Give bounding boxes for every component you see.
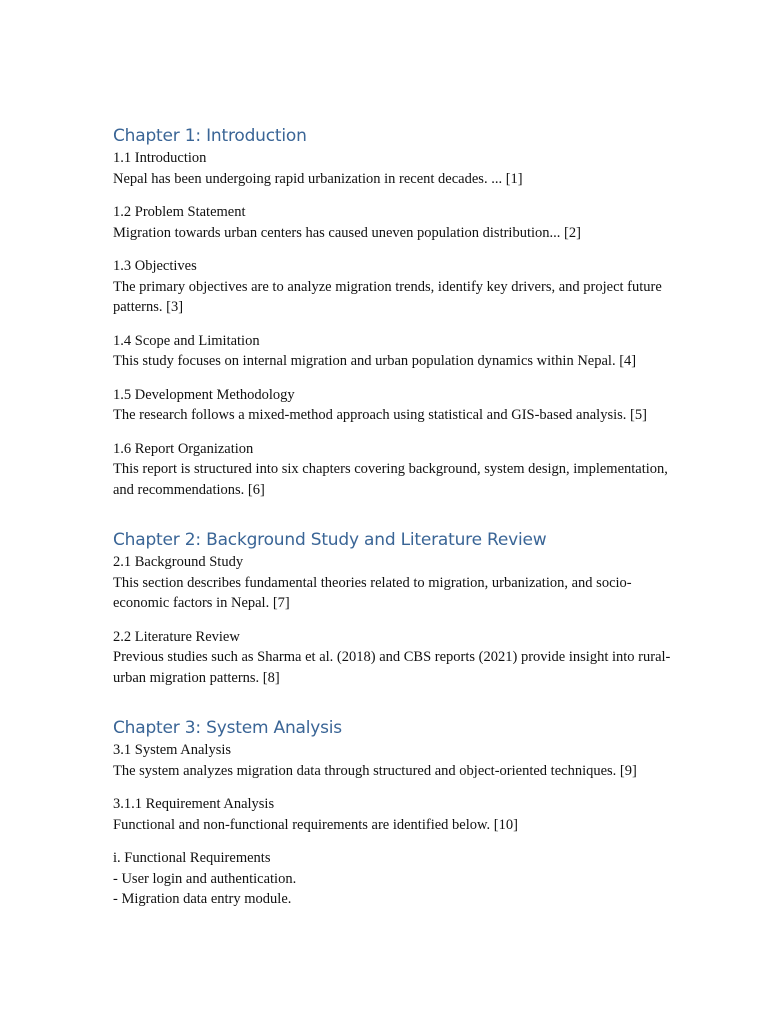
section-1-6: [113, 439, 673, 501]
section-1-5: [113, 385, 673, 426]
section-heading: 3.1 System Analysis: [113, 742, 232, 758]
section-3-1-1: [113, 794, 673, 835]
section-2-2: [113, 627, 673, 689]
section-body: Nepal has been undergoing rapid urbanization in recent decades. ... [1]: [113, 170, 523, 187]
section-heading: 1.6 Report Organization: [113, 440, 254, 457]
section-body: This section describes fundamental theories related to migration, urbanization, and socio-economic factors in Nepal. [7]: [113, 574, 632, 611]
section-heading: 2.1 Background Study: [113, 554, 244, 570]
section-body: The system analyzes migration data through structured and object-oriented techniques. [9]: [113, 762, 637, 779]
section-body: Functional and non-functional requirements are identified below. [10]: [113, 816, 518, 833]
chapter-1: [113, 124, 673, 500]
section-body: Migration towards urban centers has caused uneven population distribution... [2]: [113, 224, 581, 241]
section-body: This study focuses on internal migration and urban population dynamics within Nepal. [4]: [113, 353, 637, 369]
section-1-3: [113, 256, 673, 318]
list-item: - Migration data entry module.: [113, 891, 292, 907]
section-heading: 1.4 Scope and Limitation: [113, 332, 260, 349]
section-heading: 1.2 Problem Statement: [113, 204, 246, 220]
section-1-4: [113, 331, 673, 372]
list-heading: i. Functional Requirements: [113, 850, 271, 866]
section-heading: 1.3 Objectives: [113, 258, 197, 274]
document-page: [113, 124, 673, 938]
chapter-title: Chapter 3: System Analysis: [113, 718, 342, 738]
section-heading: 3.1.1 Requirement Analysis: [113, 796, 275, 812]
section-heading: 1.5 Development Methodology: [113, 386, 295, 403]
list-item: - User login and authentication.: [113, 870, 297, 887]
chapter-3: [113, 716, 673, 910]
chapter-title: Chapter 2: Background Study and Literature Review: [113, 530, 547, 550]
section-body: This report is structured into six chapters covering background, system design, implementation, and recommendations. [6]: [113, 461, 668, 498]
section-1-2: [113, 202, 673, 243]
section-body: The research follows a mixed-method approach using statistical and GIS-based analysis. [5]: [113, 407, 647, 423]
section-body: Previous studies such as Sharma et al. (2018) and CBS reports (2021) provide insight into rural-urban migration patterns. [8]: [113, 649, 671, 686]
section-3-1: [113, 740, 673, 781]
section-2-1: [113, 552, 673, 614]
chapter-2: [113, 528, 673, 688]
chapter-title: Chapter 1: Introduction: [113, 126, 307, 146]
section-heading: 1.1 Introduction: [113, 150, 207, 166]
section-1-1: [113, 148, 673, 189]
section-heading: 2.2 Literature Review: [113, 628, 240, 645]
functional-requirements: [113, 848, 673, 910]
section-body: The primary objectives are to analyze migration trends, identify key drivers, and project future patterns. [3]: [113, 278, 662, 315]
